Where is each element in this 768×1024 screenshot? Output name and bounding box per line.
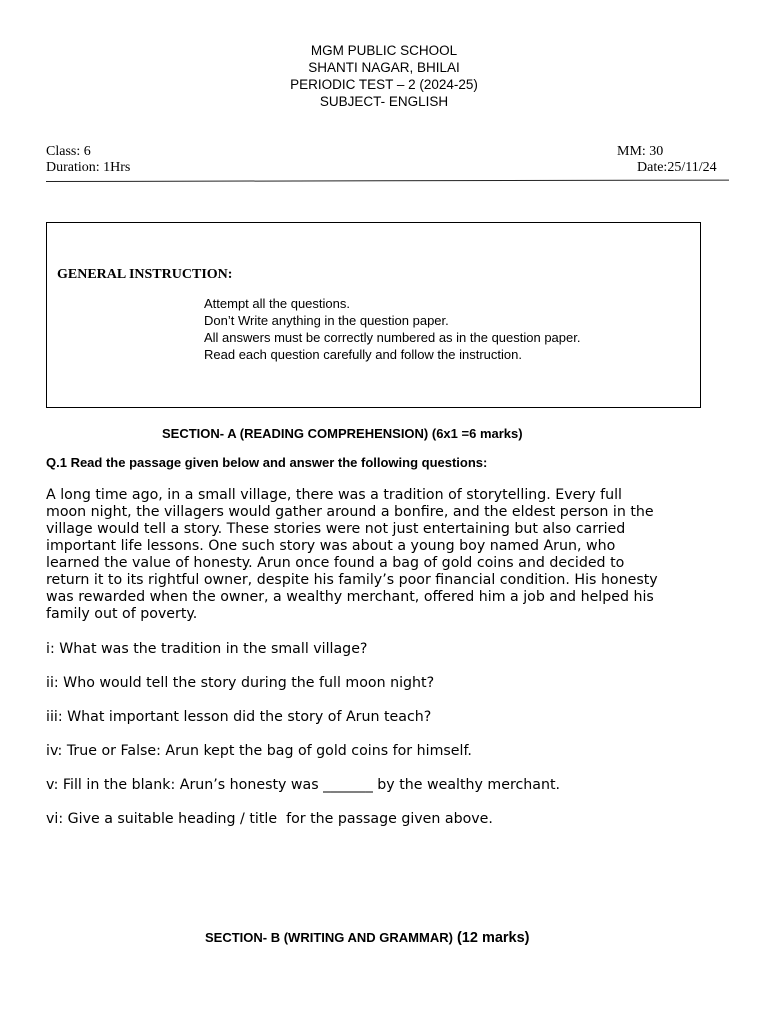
question-1-prompt: Q.1 Read the passage given below and answer the following questions:: [46, 455, 488, 470]
passage-line: return it to its rightful owner, despite his family’s poor financial condition. His honesty: [46, 572, 658, 588]
instruction-item: All answers must be correctly numbered as in the question paper.: [204, 330, 581, 345]
section-b-marks: (12 marks): [452, 930, 530, 946]
school-location: SHANTI NAGAR, BHILAI: [308, 60, 460, 75]
test-name: PERIODIC TEST – 2 (2024-25): [290, 77, 478, 92]
question-item: v: Fill in the blank: Arun’s honesty was _______ by the wealthy merchant.: [46, 777, 561, 793]
passage-line: important life lessons. One such story was about a young boy named Arun, who: [46, 538, 616, 554]
subject-name: SUBJECT- ENGLISH: [319, 94, 449, 109]
instruction-item: Don’t Write anything in the question paper.: [204, 313, 449, 328]
reading-passage: [46, 487, 726, 623]
comprehension-questions: [46, 641, 560, 845]
class-label: Class: 6: [46, 144, 91, 159]
question-item: vi: Give a suitable heading / title for the passage given above.: [46, 811, 493, 827]
date-label: Date:25/11/24: [637, 160, 717, 175]
passage-line: learned the value of honesty. Arun once found a bag of gold coins and decided to: [46, 555, 625, 571]
school-name: MGM PUBLIC SCHOOL: [310, 43, 458, 58]
section-b-title: [205, 930, 530, 946]
question-item: i: What was the tradition in the small village?: [46, 641, 368, 657]
question-item: ii: Who would tell the story during the full moon night?: [46, 675, 435, 691]
passage-line: family out of poverty.: [46, 606, 198, 622]
passage-line: village would tell a story. These stories were not just entertaining but also carried: [46, 521, 626, 537]
question-item: iv: True or False: Arun kept the bag of gold coins for himself.: [46, 743, 472, 759]
instruction-item: Read each question carefully and follow the instruction.: [204, 347, 522, 362]
instructions-list: [204, 295, 580, 363]
passage-line: moon night, the villagers would gather around a bonfire, and the eldest person in the: [46, 504, 654, 520]
section-a-title: SECTION- A (READING COMPREHENSION) (6x1 =6 marks): [162, 426, 523, 441]
instruction-item: Attempt all the questions.: [204, 296, 350, 311]
passage-line: was rewarded when the owner, a wealthy merchant, offered him a job and helped his: [46, 589, 654, 605]
question-item: iii: What important lesson did the story of Arun teach?: [46, 709, 432, 725]
passage-line: A long time ago, in a small village, there was a tradition of storytelling. Every full: [46, 487, 622, 503]
duration-label: Duration: 1Hrs: [46, 160, 131, 175]
header-divider: [46, 180, 729, 182]
paper-header: [0, 42, 768, 110]
max-marks-label: MM: 30: [617, 144, 664, 159]
section-b-heading: SECTION- B (WRITING AND GRAMMAR): [205, 930, 453, 945]
instructions-title: GENERAL INSTRUCTION:: [57, 267, 233, 282]
